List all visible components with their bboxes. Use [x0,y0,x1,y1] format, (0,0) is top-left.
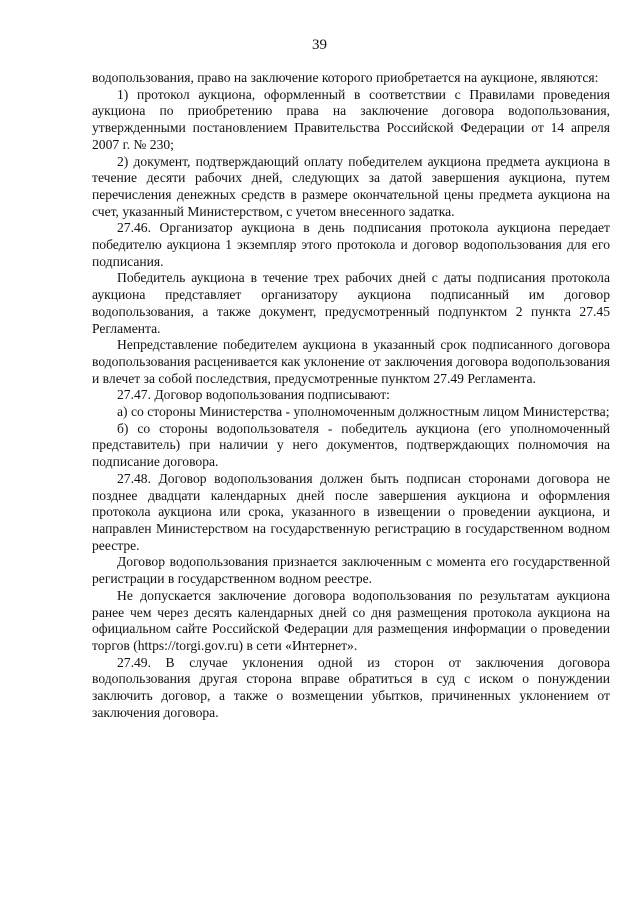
paragraph-27-49: 27.49. В случае уклонения одной из сторон от заключения договора водопользования другая сторона вправе обратиться в суд с иском о понуждении заключить договор, а также о возмещении убытков, причиненных уклонением от заключения договора. [92,654,610,720]
page-number: 39 [312,37,327,53]
paragraph-conclusion-restriction: Не допускается заключение договора водопользования по результатам аукциона ранее чем через десять календарных дней со дня размещения протокола аукциона на официальном сайте Российской Федерации для размещения информации о проведении торгов (https://torgi.gov.ru) в сети «Интернет». [92,587,610,653]
paragraph-27-46: 27.46. Организатор аукциона в день подписания протокола аукциона передает победителю аукциона 1 экземпляр этого протокола и договор водопользования для его подписания. [92,220,610,269]
paragraph-item-1-protocol: 1) протокол аукциона, оформленный в соответствии с Правилами проведения аукциона по приобретению права на заключение договора водопользования, утвержденными постановлением Правительства Российской Федерации от 14 апреля 2007 г. № 230; [92,86,610,152]
paragraph-27-47: 27.47. Договор водопользования подписывают: [117,387,390,403]
paragraph-item-2-payment: 2) документ, подтверждающий оплату победителем аукциона предмета аукциона в течение десяти рабочих дней, следующих за датой завершения аукциона, путем перечисления денежных средств в размере окончательной цены предмета аукциона на счет, указанный Министерством, с учетом внесенного задатка. [92,153,610,219]
paragraph-non-submission: Непредставление победителем аукциона в указанный срок подписанного договора водопользования расценивается как уклонение от заключения договора водопользования и влечет за собой последствия, предусмотренные пунктом 27.49 Регламента. [92,337,610,386]
paragraph-signatory-water-user: б) со стороны водопользователя - победитель аукциона (его уполномоченный представитель) при наличии у него документов, подтверждающих полномочия на подписание договора. [92,420,610,470]
paragraph-signatory-ministry: а) со стороны Министерства - уполномоченным должностным лицом Министерства; [117,404,610,420]
paragraph-27-48: 27.48. Договор водопользования должен быть подписан сторонами договора не позднее двадцати календарных дней после завершения аукциона и оформления протокола аукциона или срока, указанного в извещении о проведении аукциона, и направлен Министерством на государственную регистрацию в государственном водном реестре. [92,470,610,553]
paragraph-contract-concluded: Договор водопользования признается заключенным с момента его государственной регистрации в государственном водном реестре. [92,554,610,587]
document-body [92,70,610,721]
paragraph-winner-obligation: Победитель аукциона в течение трех рабочих дней с даты подписания протокола аукциона представляет организатору аукциона подписанный им договор водопользования, а также документ, предусмотренный подпунктом 2 пункта 27.45 Регламента. [92,270,610,336]
paragraph-continuation: водопользования, право на заключение которого приобретается на аукционе, являются: [92,70,599,85]
